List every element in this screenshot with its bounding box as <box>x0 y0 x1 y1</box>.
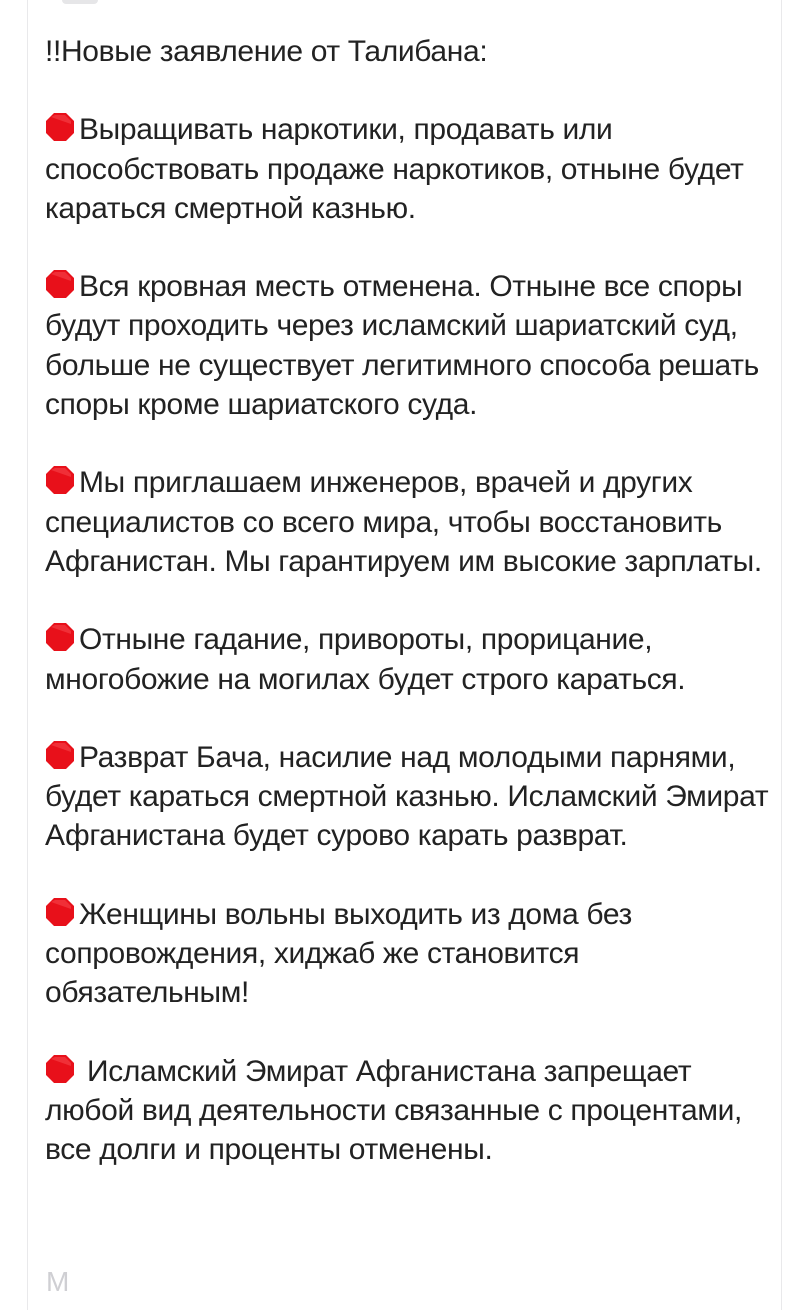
post-paragraph-1 <box>45 110 775 228</box>
cut-off-text: М <box>46 1266 70 1297</box>
post-paragraph-4 <box>45 620 775 699</box>
post-title: !!Новые заявление от Талибана: <box>45 35 488 68</box>
stop-sign-icon <box>45 269 75 299</box>
post-paragraph-5 <box>45 738 775 856</box>
post-body <box>45 32 775 1170</box>
paragraph-text: Исламский Эмират Афганистана запрещает любой вид деятельности связанные с процентами, все долги и проценты отменены. <box>45 1054 743 1167</box>
stop-sign-icon <box>45 1054 75 1084</box>
post-paragraph-6 <box>45 895 775 1013</box>
paragraph-text: Выращивать наркотики, продавать или способствовать продаже наркотиков, отныне будет караться смертной казнью. <box>45 113 744 225</box>
paragraph-text: Женщины вольны выходить из дома без сопровождения, хиджаб же становится обязательным! <box>45 897 632 1010</box>
stop-sign-icon <box>45 740 75 770</box>
post-paragraph-3 <box>45 463 775 581</box>
stop-sign-icon <box>45 112 75 142</box>
paragraph-text: Разврат Бача, насилие над молодыми парнями, будет караться смертной казнью. Исламский Эмират Афганистана будет сурово карать разврат. <box>45 740 769 853</box>
paragraph-text: Вся кровная месть отменена. Отныне все споры будут проходить через исламский шариатский суд, больше не существует легитимного способа решать споры кроме шариатского суда. <box>45 270 759 422</box>
paragraph-text: Мы приглашаем инженеров, врачей и других специалистов со всего мира, чтобы восстановить Афганистан. Мы гарантируем им высокие зарплаты. <box>45 466 762 578</box>
stop-sign-icon <box>45 622 75 652</box>
post-paragraph-7 <box>45 1052 775 1170</box>
avatar-edge <box>62 0 98 4</box>
post-paragraph-2 <box>45 267 775 424</box>
stop-sign-icon <box>45 897 75 927</box>
paragraph-text: Отныне гадание, привороты, прорицание, многобожие на могилах будет строго караться. <box>45 623 686 696</box>
stop-sign-icon <box>45 465 75 495</box>
